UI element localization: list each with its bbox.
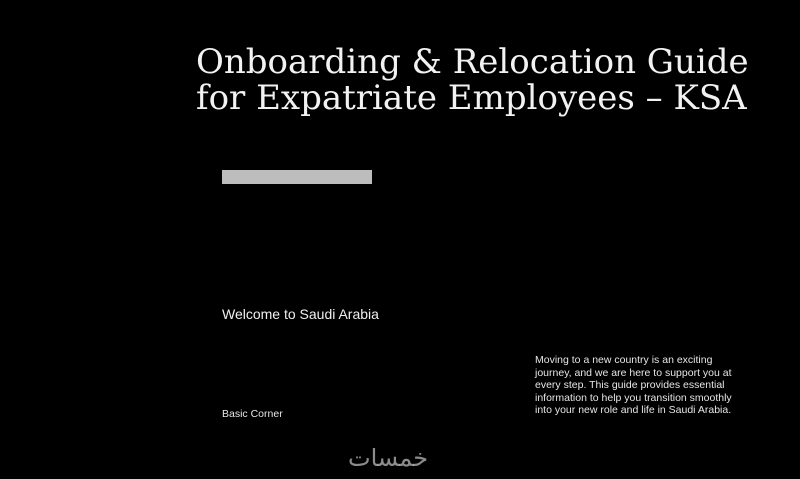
title-line-2: for Expatriate Employees – KSA [196, 78, 747, 118]
footer-label: Basic Corner [222, 408, 283, 420]
intro-line: information to help you transition smoothly [535, 391, 732, 404]
title-line-1: Onboarding & Relocation Guide [196, 42, 749, 82]
document-title [196, 44, 776, 116]
title-divider-bar [222, 170, 372, 184]
intro-line: journey, and we are here to support you at [535, 366, 732, 379]
watermark-logo: خمسات [348, 444, 429, 472]
intro-line: into your new role and life in Saudi Arabia. [535, 404, 732, 417]
intro-paragraph [535, 354, 765, 417]
intro-line: Moving to a new country is an exciting [535, 354, 713, 366]
welcome-heading: Welcome to Saudi Arabia [222, 306, 379, 322]
intro-line: every step. This guide provides essential [535, 379, 725, 392]
